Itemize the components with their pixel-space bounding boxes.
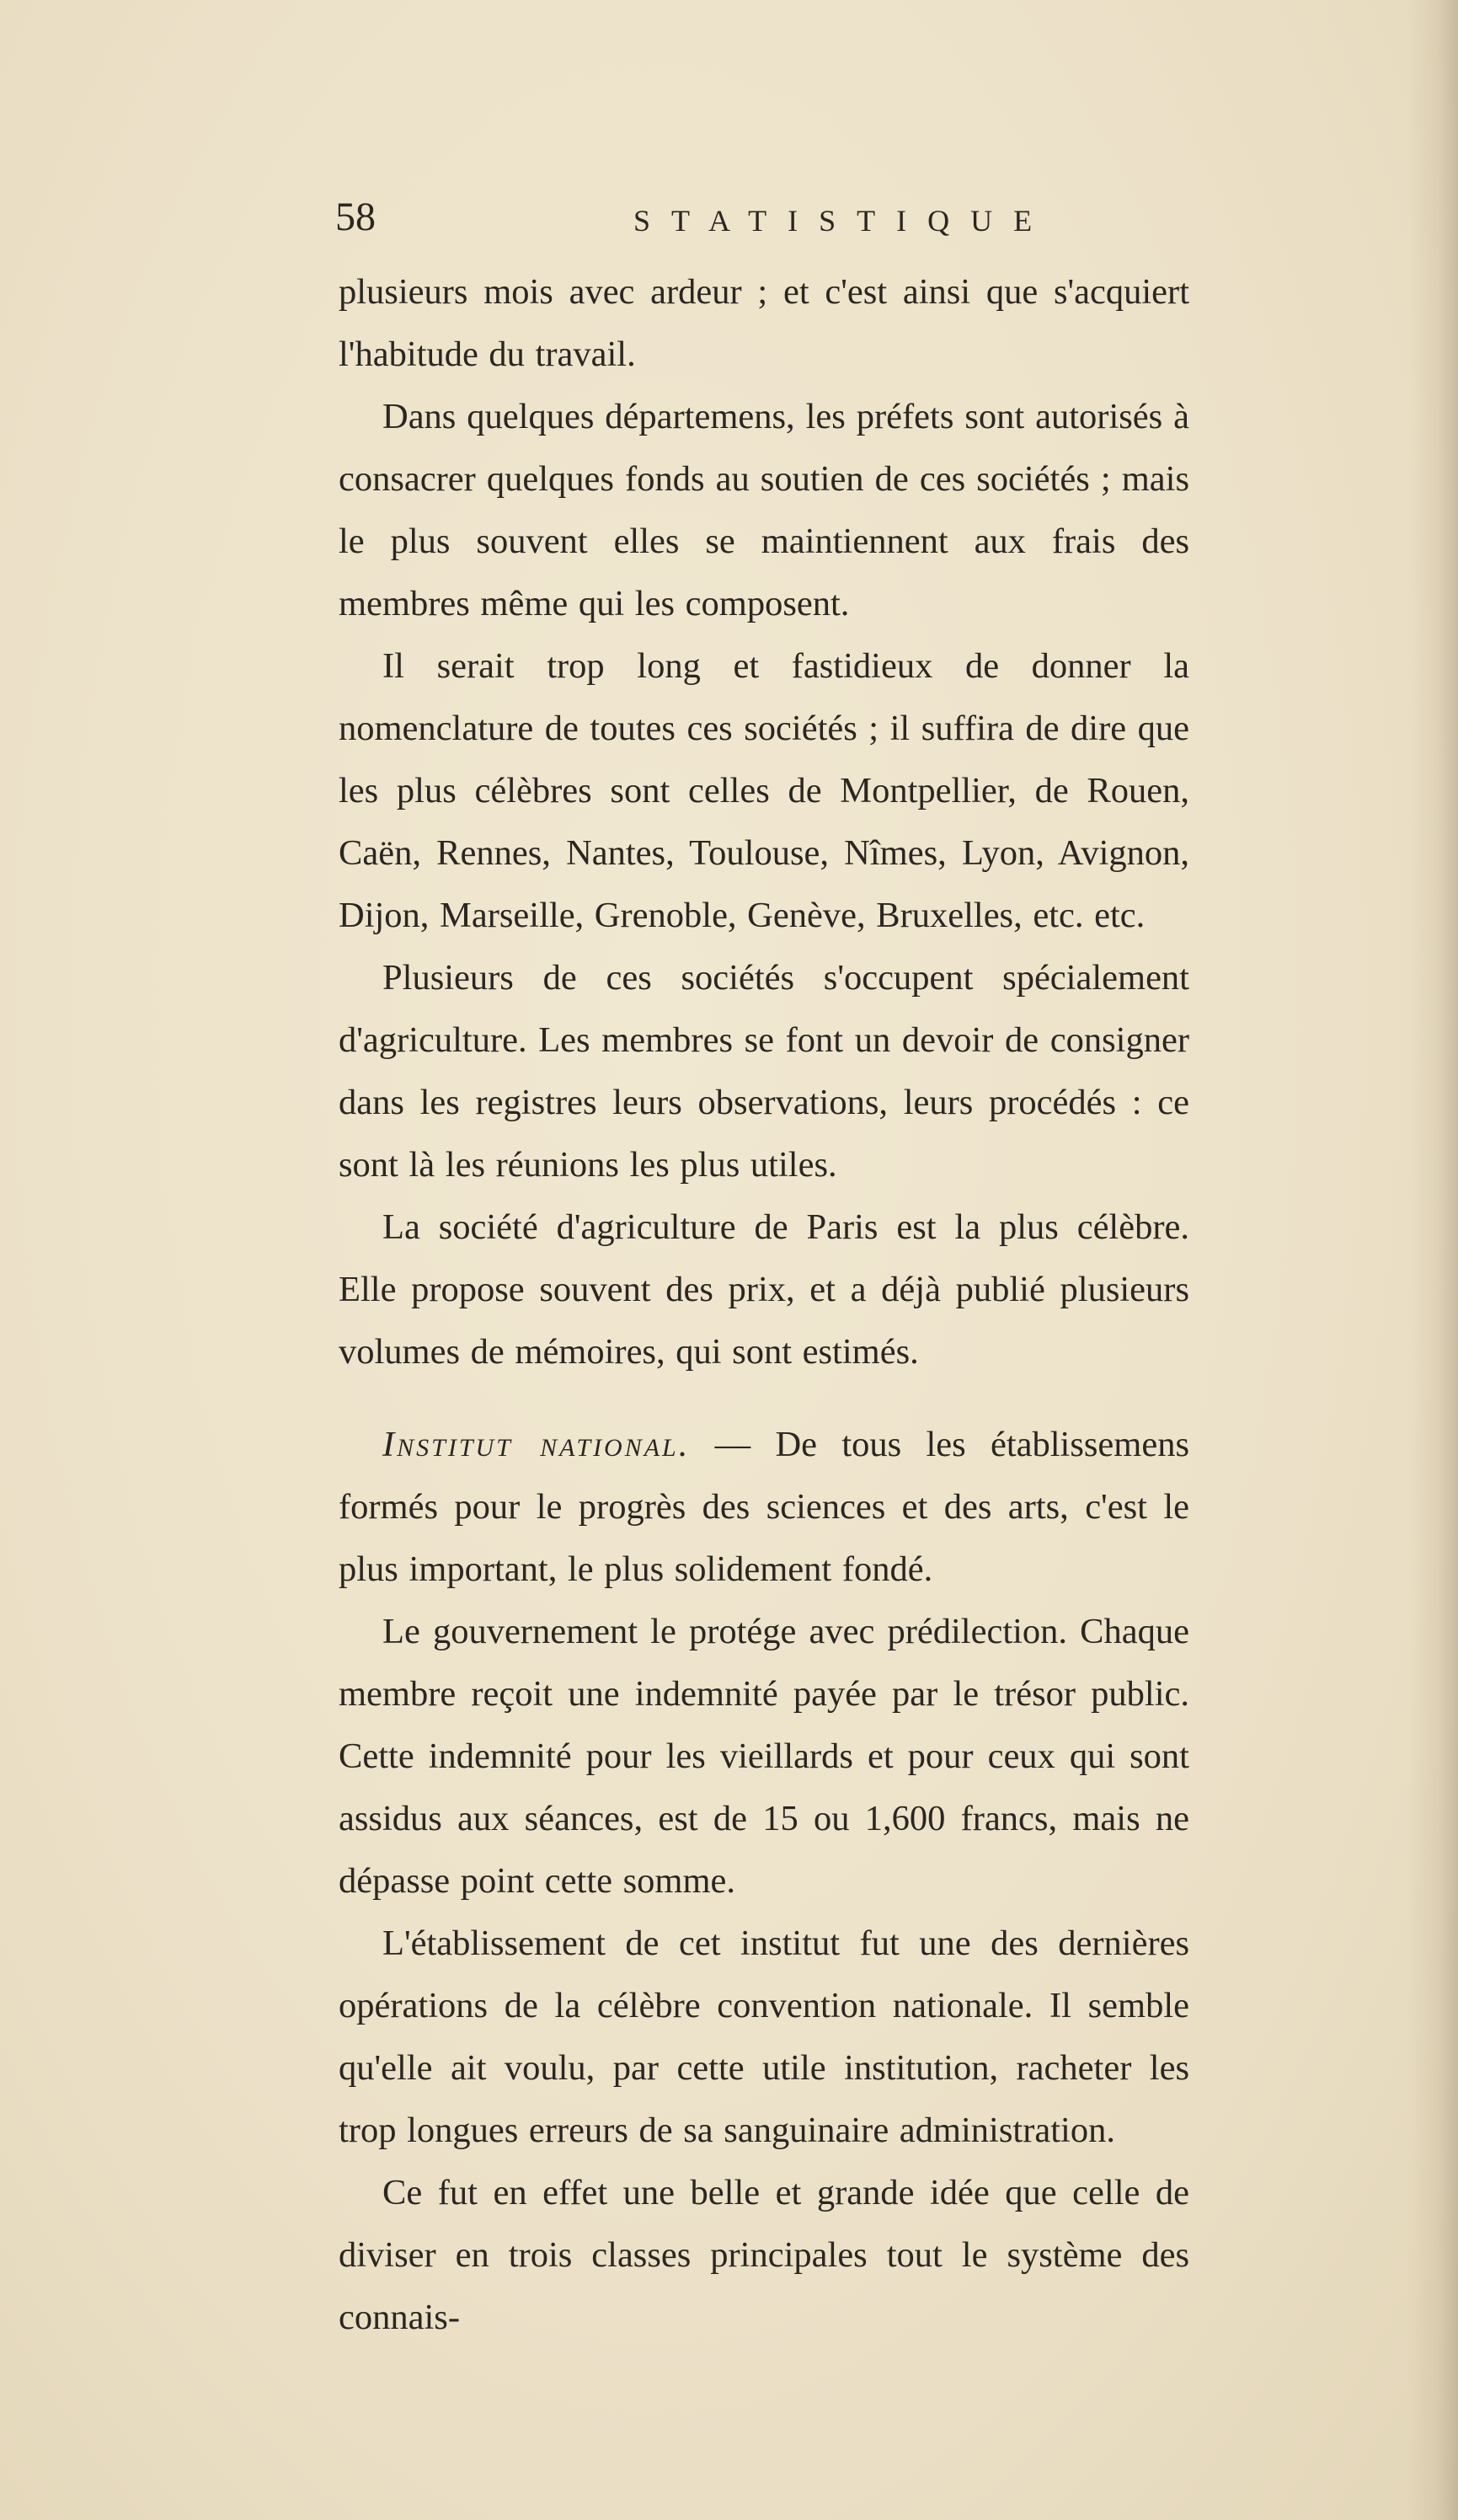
page-number: 58: [335, 195, 376, 239]
binding-shadow: [1407, 0, 1458, 2520]
paragraph: Il serait trop long et fastidieux de donner la nomenclature de toutes ces sociétés ; il suffira de dire que les plus célèbres sont celles de Montpellier, de Rouen, Caën, Rennes, Nantes, Toulouse, Nîmes, Lyon, Avignon, Dijon, Marseille, Grenoble, Genève, Bruxelles, etc. etc.: [339, 646, 1189, 935]
running-title: STATISTIQUE: [633, 204, 1054, 238]
paragraph: Dans quelques départemens, les préfets sont autorisés à consacrer quelques fonds au soutien de ces sociétés ; mais le plus souvent elles se maintiennent aux frais des membres même qui les composent.: [339, 397, 1189, 623]
section-dash: —: [690, 1425, 776, 1464]
section-text: De tous les établissemens formés pour le progrès des sciences et des arts, c'est le plus important, le plus solidement fondé.: [339, 1425, 1190, 1589]
paragraph: L'établissement de cet institut fut une des dernières opérations de la célèbre convention nationale. Il semble qu'elle ait voulu, par cette utile institution, racheter les trop longues erreurs de sa sanguinaire administration.: [339, 1923, 1189, 2150]
paragraph: La société d'agriculture de Paris est la plus célèbre. Elle propose souvent des prix, et a déjà publié plusieurs volumes de mémoires, qui sont estimés.: [339, 1207, 1189, 1372]
paragraph: Le gouvernement le protége avec prédilection. Chaque membre reçoit une indemnité payée par le trésor public. Cette indemnité pour les vieillards et pour ceux qui sont assidus aux séances, est de 15 ou 1,600 francs, mais ne dépasse point cette somme.: [339, 1612, 1189, 1901]
section-paragraph: [339, 1414, 1189, 1601]
paragraph: Plusieurs de ces sociétés s'occupent spécialement d'agriculture. Les membres se font un devoir de consigner dans les registres leurs observations, leurs procédés : ce sont là les réunions les plus utiles.: [339, 958, 1189, 1185]
paragraph: Ce fut en effet une belle et grande idée que celle de diviser en trois classes principales tout le système des connais-: [339, 2173, 1189, 2337]
paragraph: plusieurs mois avec ardeur ; et c'est ainsi que s'acquiert l'habitude du travail.: [339, 272, 1189, 374]
body-text: [339, 261, 1189, 2349]
section-heading: Institut national.: [382, 1425, 691, 1464]
page-header: [335, 192, 1186, 251]
